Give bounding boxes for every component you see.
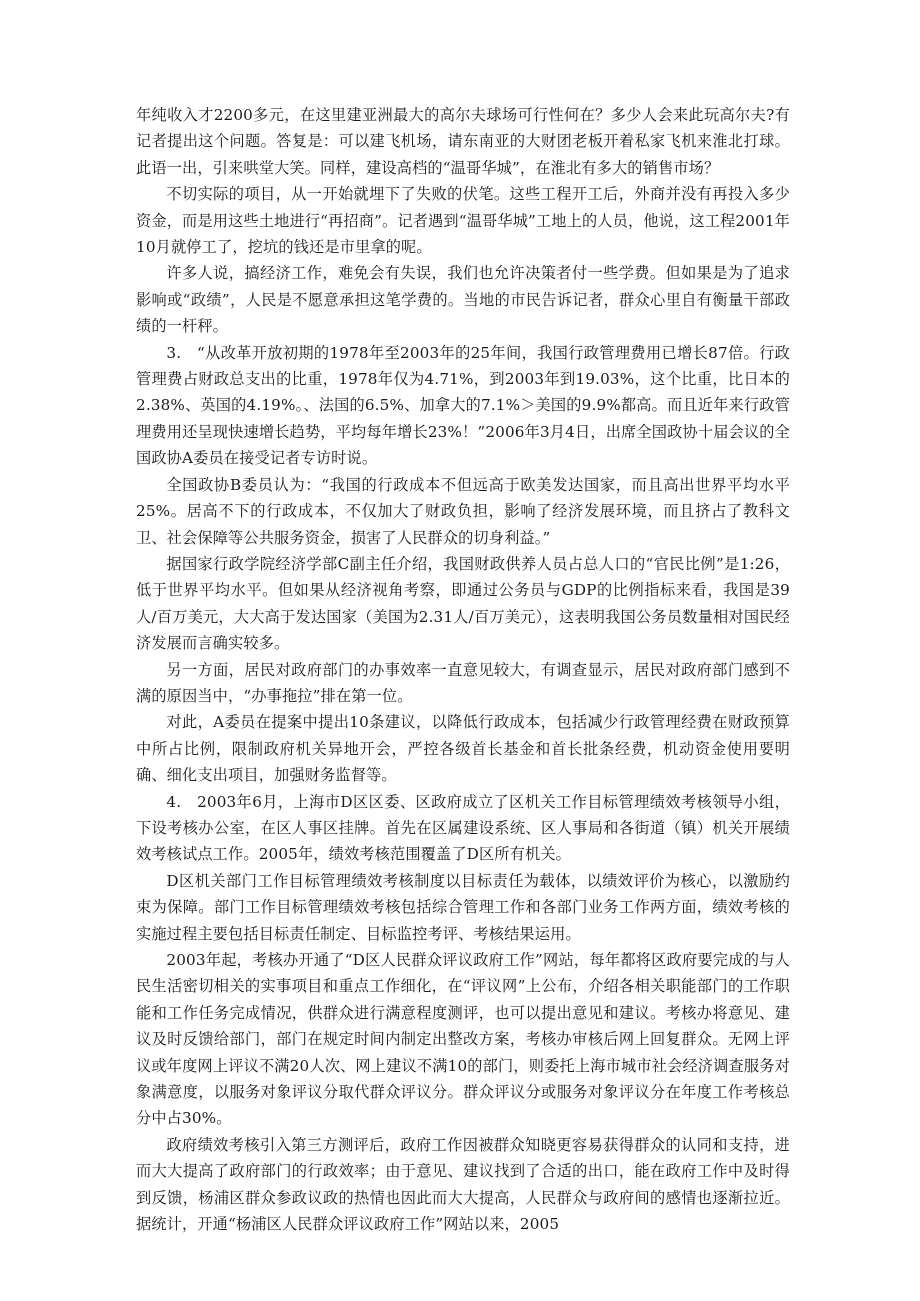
paragraph: 许多人说，搞经济工作，难免会有失误，我们也允许决策者付一些学费。但如果是为了追求影响或“政绩”，人民是不愿意承担这笔学费的。当地的市民告诉记者，群众心里自有衡量干部政绩的一杆秤。 [136, 264, 790, 336]
paragraph: 全国政协B委员认为：“我国的行政成本不但远高于欧美发达国家，而且高出世界平均水平25%。居高不下的行政成本，不仅加大了财政负担，影响了经济发展环境，而且挤占了教科文卫、社会保障等公共服务资金，损害了人民群众的切身利益。” [136, 475, 790, 547]
paragraph: 另一方面，居民对政府部门的办事效率一直意见较大，有调查显示，居民对政府部门感到不满的原因当中，“办事拖拉”排在第一位。 [136, 660, 790, 705]
paragraph: D区机关部门工作目标管理绩效考核制度以目标责任为载体，以绩效评价为核心，以激励约束为保障。部门工作目标管理绩效考核包括综合管理工作和各部门业务工作两方面，绩效考核的实施过程主要包括目标责任制定、目标监控考评、考核结果运用。 [136, 871, 790, 943]
paragraph: 2003年起，考核办开通了“D区人民群众评议政府工作”网站，每年都将区政府要完成的与人民生活密切相关的实事项目和重点工作细化，在“评议网”上公布，介绍各相关职能部门的工作职能和工作任务完成情况，供群众进行满意程度测评，也可以提出意见和建议。考核办将意见、建议及时反馈给部门，部门在规定时间内制定出整改方案，考核办审核后网上回复群众。无网上评议或年度网上评议不满20人次、网上建议不满10的部门，则委托上海市城市社会经济调查服务对象满意度，以服务对象评议分取代群众评议分。群众评议分或服务对象评议分在年度工作考核总分中占30%。 [136, 951, 790, 1128]
paragraph: 据国家行政学院经济学部C副主任介绍，我国财政供养人员占总人口的“官民比例”是1:26，低于世界平均水平。但如果从经济视角考察，即通过公务员与GDP的比例指标来看，我国是39人/百万美元，大大高于发达国家（美国为2.31人/百万美元），这表明我国公务员数量相对国民经济发展而言确实较多。 [136, 554, 790, 653]
paragraph-item-3: 3. “从改革开放初期的1978年至2003年的25年间，我国行政管理费用已增长87倍。行政管理费占财政总支出的比重，1978年仅为4.71%，到2003年到19.03%，这个比重，比日本的2.38%、英国的4.19%。、法国的6.5%、加拿大的7.1%＞美国的9.9%都高。而且近年来行政管理费用还呈现快速增长趋势，平均每年增长23%！”2006年3月4日，出席全国政协十届会议的全国政协A委员在接受记者专访时说。 [136, 343, 790, 468]
document-body [136, 102, 790, 1237]
paragraph-item-4: 4. 2003年6月，上海市D区区委、区政府成立了区机关工作目标管理绩效考核领导小组，下设考核办公室，在区人事区挂牌。首先在区属建设系统、区人事局和各街道（镇）机关开展绩效考核试点工作。2005年，绩效考核范围覆盖了D区所有机关。 [136, 792, 790, 864]
paragraph: 对此，A委员在提案中提出10条建议，以降低行政成本，包括减少行政管理经费在财政预算中所占比例，限制政府机关异地开会，严控各级首长基金和首长批条经费，机动资金使用要明确、细化支出项目，加强财务监督等。 [136, 713, 790, 785]
paragraph: 政府绩效考核引入第三方测评后，政府工作因被群众知晓更容易获得群众的认同和支持，进而大大提高了政府部门的行政效率；由于意见、建议找到了合适的出口，能在政府工作中及时得到反馈，杨浦区群众参政议政的热情也因此而大大提高，人民群众与政府间的感情也逐渐拉近。据统计，开通“杨浦区人民群众评议政府工作”网站以来，2005 [136, 1135, 790, 1234]
paragraph-continued: 年纯收入才2200多元，在这里建亚洲最大的高尔夫球场可行性何在？多少人会来此玩高尔夫?有记者提出这个问题。答复是：可以建飞机场，请东南亚的大财团老板开着私家飞机来淮北打球。此语一出，引来哄堂大笑。同样，建设高档的“温哥华城”，在淮北有多大的销售市场？ [136, 106, 790, 177]
paragraph: 不切实际的项目，从一开始就埋下了失败的伏笔。这些工程开工后，外商并没有再投入多少资金，而是用这些土地进行“再招商”。记者遇到“温哥华城”工地上的人员，他说，这工程2001年10月就停工了，挖坑的钱还是市里拿的呢。 [136, 185, 790, 257]
